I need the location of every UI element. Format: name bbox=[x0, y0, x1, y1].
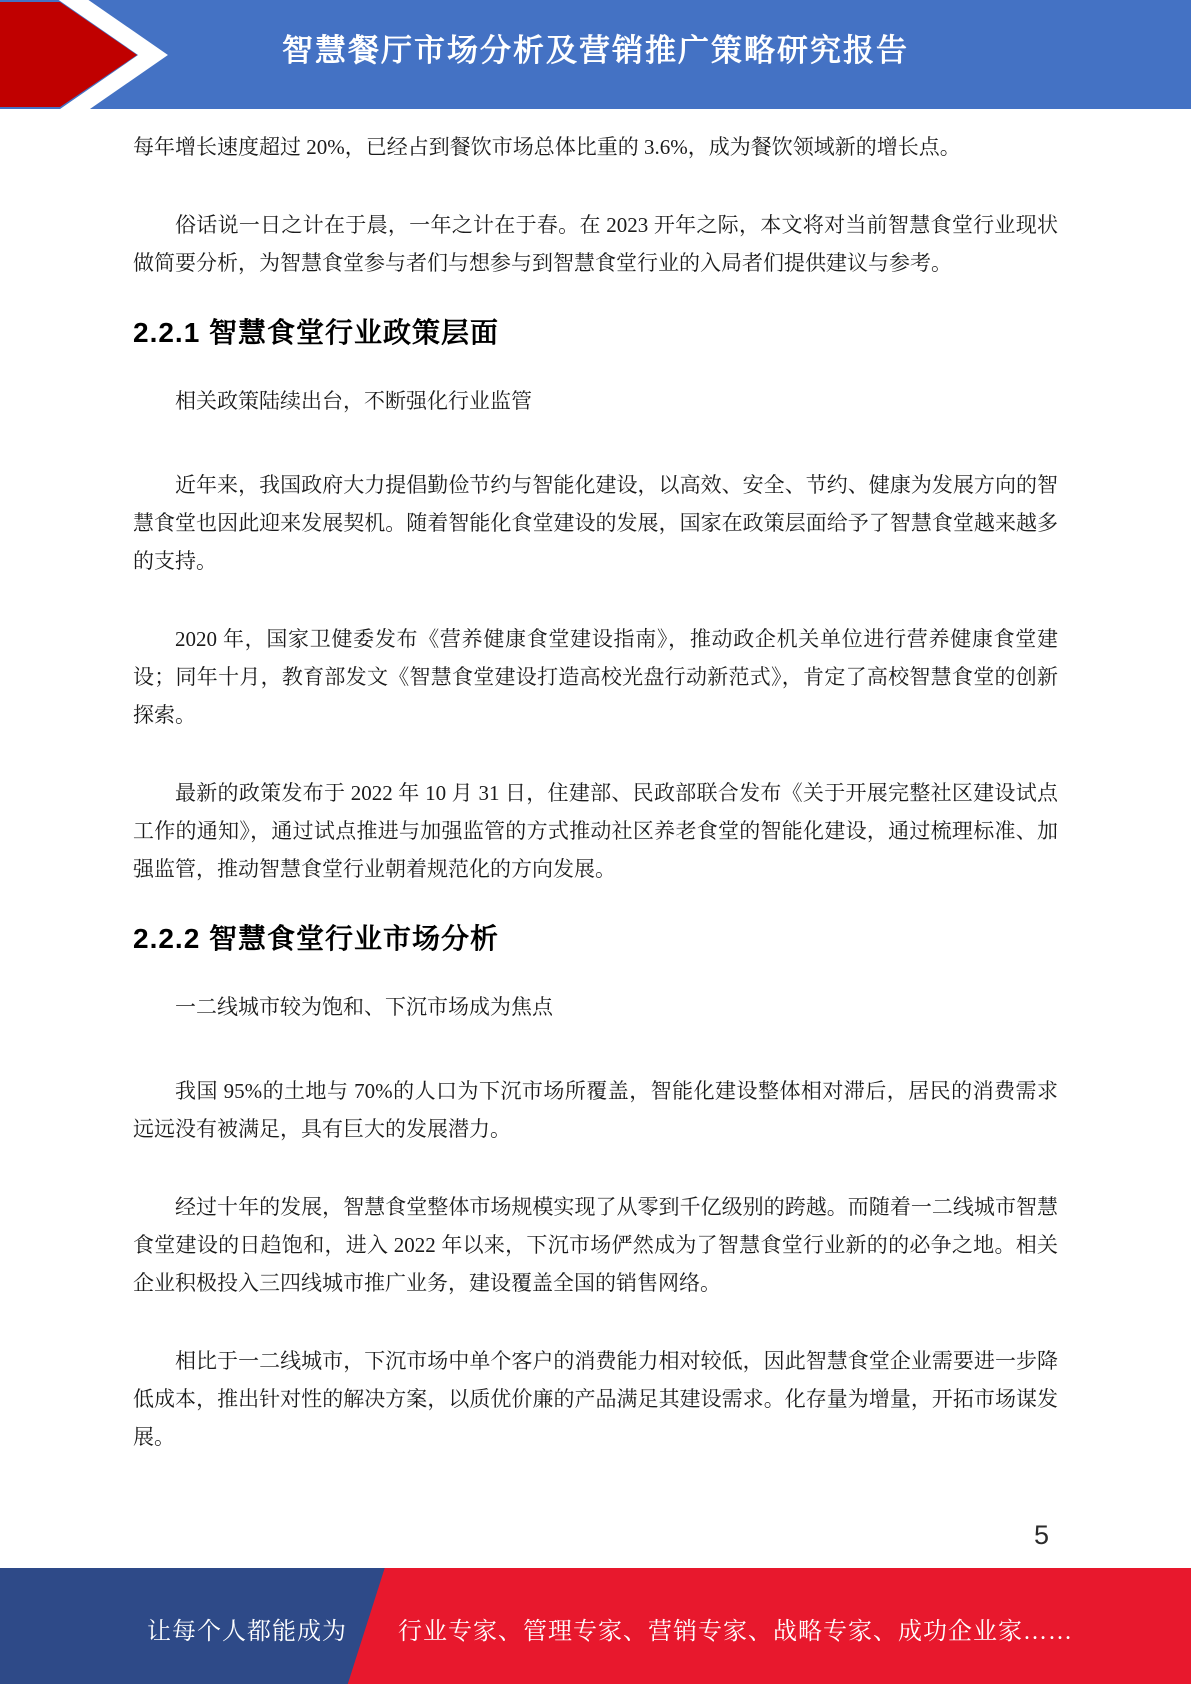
body-paragraph: 我国 95%的土地与 70%的人口为下沉市场所覆盖，智能化建设整体相对滞后，居民的消费需求远远没有被满足，具有巨大的发展潜力。 bbox=[133, 1079, 1058, 1141]
page-number: 5 bbox=[1033, 1520, 1049, 1550]
section-subtitle: 一二线城市较为饱和、下沉市场成为焦点 bbox=[175, 995, 553, 1019]
section-heading-2-2-1: 2.2.1 智慧食堂行业政策层面 bbox=[133, 317, 500, 348]
page-footer bbox=[0, 1568, 1191, 1684]
body-paragraph: 近年来，我国政府大力提倡勤俭节约与智能化建设，以高效、安全、节约、健康为发展方向的智慧食堂也因此迎来发展契机。随着智能化食堂建设的发展，国家在政策层面给予了智慧食堂越来越多的支持。 bbox=[133, 473, 1058, 573]
intro-paragraph-continuation: 每年增长速度超过 20%，已经占到餐饮市场总体比重的 3.6%，成为餐饮领域新的增长点。 bbox=[133, 135, 961, 159]
body-paragraph: 经过十年的发展，智慧食堂整体市场规模实现了从零到千亿级别的跨越。而随着一二线城市智慧食堂建设的日趋饱和，进入 2022 年以来，下沉市场俨然成为了智慧食堂行业新的的必争之地。相关企业积极投入三四线城市推广业务，建设覆盖全国的销售网络。 bbox=[133, 1195, 1058, 1295]
body-paragraph: 相比于一二线城市，下沉市场中单个客户的消费能力相对较低，因此智慧食堂企业需要进一步降低成本，推出针对性的解决方案，以质优价廉的产品满足其建设需求。化存量为增量，开拓市场谋发展。 bbox=[133, 1349, 1058, 1449]
section-subtitle: 相关政策陆续出台，不断强化行业监管 bbox=[175, 389, 532, 413]
page-title: 智慧餐厅市场分析及营销推广策略研究报告 bbox=[282, 33, 909, 68]
footer-slogan-left: 让每个人都能成为 bbox=[147, 1618, 347, 1645]
section-heading-2-2-2: 2.2.2 智慧食堂行业市场分析 bbox=[133, 923, 500, 954]
intro-paragraph: 俗话说一日之计在于晨，一年之计在于春。在 2023 开年之际，本文将对当前智慧食堂行业现状做简要分析，为智慧食堂参与者们与想参与到智慧食堂行业的入局者们提供建议与参考。 bbox=[133, 213, 1058, 275]
page-body bbox=[133, 109, 1058, 1496]
footer-slogan-right: 行业专家、管理专家、营销专家、战略专家、成功企业家…… bbox=[398, 1618, 1073, 1645]
page-header bbox=[0, 0, 1191, 109]
body-paragraph: 2020 年，国家卫健委发布《营养健康食堂建设指南》，推动政企机关单位进行营养健康食堂建设；同年十月，教育部发文《智慧食堂建设打造高校光盘行动新范式》，肯定了高校智慧食堂的创新探索。 bbox=[133, 627, 1058, 727]
body-paragraph: 最新的政策发布于 2022 年 10 月 31 日，住建部、民政部联合发布《关于开展完整社区建设试点工作的通知》，通过试点推进与加强监管的方式推动社区养老食堂的智能化建设，通过梳理标准、加强监管，推动智慧食堂行业朝着规范化的方向发展。 bbox=[133, 781, 1058, 881]
